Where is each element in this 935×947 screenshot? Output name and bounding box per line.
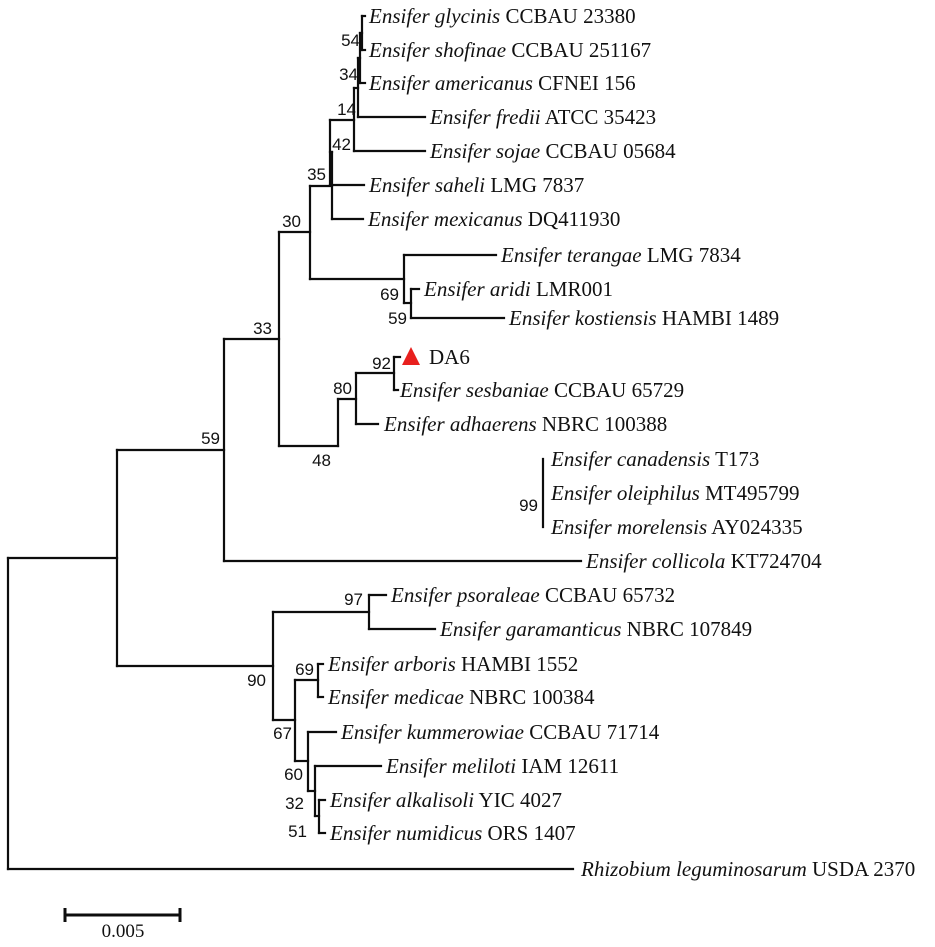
bootstrap-value: 67 — [273, 724, 292, 743]
bootstrap-value: 92 — [372, 354, 391, 373]
bootstrap-value: 59 — [388, 309, 407, 328]
bootstrap-value: 35 — [307, 165, 326, 184]
taxon-label-saheli: Ensifer saheli LMG 7837 — [369, 173, 585, 197]
bootstrap-value: 14 — [337, 100, 356, 119]
taxon-label-garamanticus: Ensifer garamanticus NBRC 107849 — [440, 617, 753, 641]
scale-bar-label: 0.005 — [101, 921, 145, 942]
bootstrap-value: 99 — [519, 496, 538, 515]
bootstrap-value: 54 — [341, 31, 360, 50]
taxon-label-mexicanus: Ensifer mexicanus DQ411930 — [368, 207, 621, 231]
taxon-label-fredii: Ensifer fredii ATCC 35423 — [430, 105, 657, 129]
taxon-label-rhizobium: Rhizobium leguminosarum USDA 2370 — [581, 857, 916, 881]
taxon-label-glycinis: Ensifer glycinis CCBAU 23380 — [369, 4, 636, 28]
taxon-label-aridi: Ensifer aridi LMR001 — [424, 277, 614, 301]
taxon-label-oleiphilus: Ensifer oleiphilus MT495799 — [551, 481, 800, 505]
taxon-label-sesbaniae: Ensifer sesbaniae CCBAU 65729 — [400, 378, 685, 402]
taxon-label-kostiensis: Ensifer kostiensis HAMBI 1489 — [509, 306, 780, 330]
taxon-label-shofinae: Ensifer shofinae CCBAU 251167 — [369, 38, 652, 62]
bootstrap-value: 48 — [312, 451, 331, 470]
bootstrap-value: 80 — [333, 379, 352, 398]
taxon-label-collicola: Ensifer collicola KT724704 — [586, 549, 822, 573]
bootstrap-value: 34 — [339, 65, 358, 84]
taxon-label-adhaerens: Ensifer adhaerens NBRC 100388 — [384, 412, 668, 436]
bootstrap-value: 30 — [282, 212, 301, 231]
taxon-label-sojae: Ensifer sojae CCBAU 05684 — [430, 139, 676, 163]
bootstrap-value: 97 — [344, 590, 363, 609]
taxon-label-psoraleae: Ensifer psoraleae CCBAU 65732 — [391, 583, 676, 607]
bootstrap-value: 90 — [247, 671, 266, 690]
bootstrap-value: 59 — [201, 429, 220, 448]
taxon-label-americanus: Ensifer americanus CFNEI 156 — [369, 71, 636, 95]
scale-bar — [65, 908, 180, 942]
red-triangle-marker — [402, 347, 420, 365]
taxon-label-da6: DA6 — [429, 345, 470, 369]
taxon-label-morelensis: Ensifer morelensis AY024335 — [551, 515, 803, 539]
taxon-label-meliloti: Ensifer meliloti IAM 12611 — [386, 754, 620, 778]
bootstrap-value: 32 — [285, 794, 304, 813]
bootstrap-value: 69 — [295, 660, 314, 679]
bootstrap-value: 69 — [380, 285, 399, 304]
taxon-label-arboris: Ensifer arboris HAMBI 1552 — [328, 652, 579, 676]
taxon-label-alkalisoli: Ensifer alkalisoli YIC 4027 — [330, 788, 562, 812]
taxon-label-medicae: Ensifer medicae NBRC 100384 — [328, 685, 595, 709]
bootstrap-value: 60 — [284, 765, 303, 784]
taxon-label-kummerowiae: Ensifer kummerowiae CCBAU 71714 — [341, 720, 660, 744]
taxon-label-terangae: Ensifer terangae LMG 7834 — [501, 243, 741, 267]
bootstrap-value: 33 — [253, 319, 272, 338]
taxon-label-canadensis: Ensifer canadensis T173 — [551, 447, 760, 471]
taxon-label-numidicus: Ensifer numidicus ORS 1407 — [330, 821, 576, 845]
bootstrap-value: 42 — [332, 135, 351, 154]
bootstrap-value: 51 — [288, 822, 307, 841]
